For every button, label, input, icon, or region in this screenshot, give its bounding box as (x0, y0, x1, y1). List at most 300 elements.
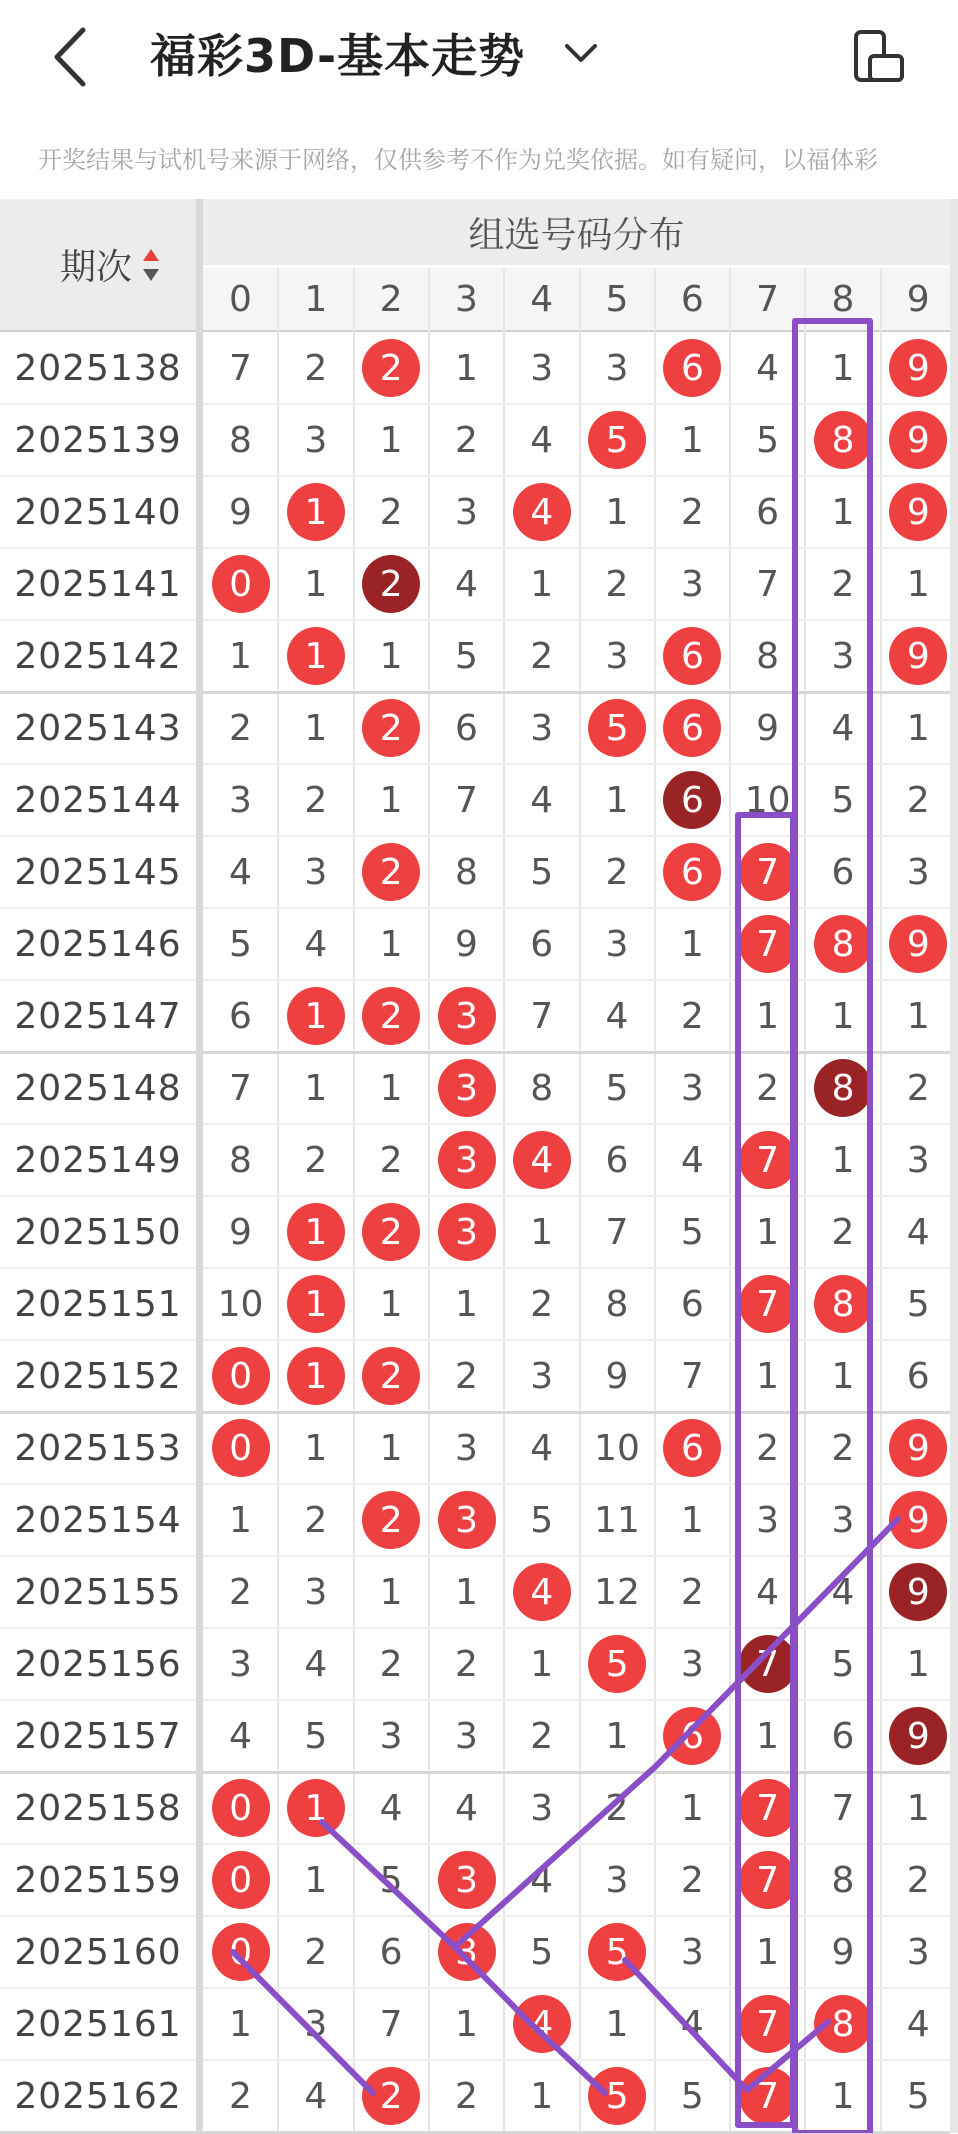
omission-count: 1 (831, 2075, 855, 2117)
omission-count: 2 (304, 1499, 328, 1541)
omission-count: 1 (229, 2003, 252, 2045)
omission-count: 2 (454, 1355, 478, 1397)
drawn-number-ball: 8 (814, 1275, 872, 1333)
drawn-number-ball: 5 (588, 1923, 646, 1981)
omission-count: 1 (831, 491, 855, 533)
omission-count: 2 (756, 1427, 780, 1469)
omission-count: 2 (454, 419, 478, 461)
omission-count: 8 (831, 1859, 855, 1901)
omission-count: 7 (831, 1787, 855, 1829)
omission-count: 3 (530, 1355, 554, 1397)
omission-count: 2 (680, 1571, 704, 1613)
omission-count: 3 (680, 1067, 704, 1109)
omission-count: 7 (229, 347, 252, 389)
omission-count: 2 (530, 635, 554, 677)
omission-count: 1 (379, 635, 403, 677)
drawn-number-ball: 2 (362, 699, 420, 757)
omission-count: 9 (756, 707, 780, 749)
omission-count: 1 (530, 1211, 554, 1253)
omission-count: 6 (379, 1931, 403, 1973)
drawn-number-ball: 7 (739, 843, 797, 901)
drawn-number-ball: 3 (438, 1923, 496, 1981)
drawn-number-ball: 7 (739, 1995, 797, 2053)
omission-count: 8 (229, 1139, 252, 1181)
period-label: 2025160 (14, 1931, 182, 1973)
omission-count: 1 (756, 1211, 780, 1253)
screen-rotate-button[interactable] (848, 28, 908, 86)
omission-count: 1 (454, 1283, 478, 1325)
omission-count: 7 (756, 563, 780, 605)
omission-count: 12 (594, 1571, 640, 1613)
omission-count: 8 (229, 419, 252, 461)
omission-count: 3 (680, 563, 704, 605)
drawn-number-ball: 7 (739, 1275, 797, 1333)
omission-count: 6 (680, 1283, 704, 1325)
omission-count: 5 (831, 779, 855, 821)
omission-count: 2 (454, 2075, 478, 2117)
drawn-number-ball: 9 (889, 483, 947, 541)
drawn-number-ball: 6 (663, 1419, 721, 1477)
omission-count: 1 (906, 995, 930, 1037)
omission-count: 10 (217, 1283, 264, 1325)
omission-count: 3 (530, 347, 554, 389)
omission-count: 5 (379, 1859, 403, 1901)
drawn-number-ball: 6 (663, 1707, 721, 1765)
omission-count: 2 (229, 2075, 252, 2117)
omission-count: 1 (680, 1499, 704, 1541)
omission-count: 2 (680, 1859, 704, 1901)
omission-count: 1 (756, 1931, 780, 1973)
period-label: 2025162 (14, 2075, 182, 2117)
omission-count: 3 (756, 1499, 780, 1541)
disclaimer-notice: 开奖结果与试机号来源于网络，仅供参考不作为兑奖依据。如有疑问，以福体彩 (38, 146, 878, 174)
drawn-number-ball: 6 (663, 627, 721, 685)
digit-header-3: 3 (429, 268, 504, 330)
digit-header-8: 8 (805, 268, 880, 330)
omission-count: 4 (756, 347, 780, 389)
omission-count: 3 (605, 635, 629, 677)
omission-count: 3 (906, 1139, 930, 1181)
trend-table (0, 199, 958, 2133)
period-label: 2025161 (14, 2003, 182, 2045)
omission-count: 2 (304, 347, 328, 389)
omission-count: 3 (680, 1931, 704, 1973)
drawn-number-ball: 5 (588, 1635, 646, 1693)
omission-count: 1 (906, 1643, 930, 1685)
drawn-number-ball: 8 (814, 411, 872, 469)
omission-count: 7 (680, 1355, 704, 1397)
drawn-number-ball: 3 (438, 1059, 496, 1117)
omission-count: 6 (454, 707, 478, 749)
period-label: 2025141 (14, 563, 182, 605)
omission-count: 5 (831, 1643, 855, 1685)
omission-count: 1 (831, 1139, 855, 1181)
drawn-number-ball: 0 (212, 1347, 270, 1405)
omission-count: 3 (831, 635, 855, 677)
period-label: 2025142 (14, 635, 182, 677)
omission-count: 4 (229, 851, 252, 893)
omission-count: 1 (831, 347, 855, 389)
omission-count: 3 (906, 851, 930, 893)
period-label: 2025154 (14, 1499, 182, 1541)
omission-count: 3 (605, 347, 629, 389)
drawn-number-ball: 4 (513, 1995, 571, 2053)
omission-count: 7 (229, 1067, 252, 1109)
omission-count: 5 (454, 635, 478, 677)
omission-count: 1 (906, 1787, 930, 1829)
omission-count: 3 (379, 1715, 403, 1757)
drawn-number-ball: 4 (513, 483, 571, 541)
omission-count: 7 (454, 779, 478, 821)
omission-count: 1 (605, 2003, 629, 2045)
omission-count: 4 (906, 1211, 930, 1253)
omission-count: 2 (379, 491, 403, 533)
omission-count: 8 (605, 1283, 629, 1325)
omission-count: 3 (454, 1427, 478, 1469)
title-dropdown[interactable] (150, 18, 599, 88)
omission-count: 1 (454, 1571, 478, 1613)
drawn-number-ball: 1 (287, 1347, 345, 1405)
omission-count: 1 (379, 1571, 403, 1613)
drawn-number-ball: 0 (212, 555, 270, 613)
omission-count: 5 (530, 1499, 554, 1541)
drawn-number-ball: 2 (362, 987, 420, 1045)
omission-count: 2 (229, 707, 252, 749)
omission-count: 1 (680, 923, 704, 965)
omission-count: 1 (756, 1355, 780, 1397)
omission-count: 4 (454, 1787, 478, 1829)
period-column-border (196, 199, 203, 2133)
period-label: 2025149 (14, 1139, 182, 1181)
omission-count: 1 (756, 995, 780, 1037)
omission-count: 1 (379, 1067, 403, 1109)
drawn-number-ball: 7 (739, 2067, 797, 2125)
top-bar (0, 0, 958, 115)
omission-count: 1 (530, 563, 554, 605)
omission-count: 3 (304, 851, 328, 893)
omission-count: 1 (379, 1427, 403, 1469)
omission-count: 8 (756, 635, 780, 677)
omission-count: 9 (831, 1931, 855, 1973)
omission-count: 4 (680, 1139, 704, 1181)
drawn-number-ball: 3 (438, 1491, 496, 1549)
drawn-number-ball: 3 (438, 987, 496, 1045)
digit-header-1: 1 (278, 268, 353, 330)
omission-count: 2 (680, 491, 704, 533)
chevron-left-icon (45, 22, 105, 92)
omission-count: 8 (530, 1067, 554, 1109)
period-label: 2025152 (14, 1355, 182, 1397)
omission-count: 1 (454, 2003, 478, 2045)
omission-count: 1 (229, 1499, 252, 1541)
screen-rotate-icon (848, 28, 908, 86)
omission-count: 1 (304, 563, 328, 605)
drawn-number-ball: 0 (212, 1851, 270, 1909)
period-label: 2025157 (14, 1715, 182, 1757)
omission-count: 3 (454, 491, 478, 533)
drawn-number-ball: 0 (212, 1779, 270, 1837)
drawn-number-ball: 7 (739, 1779, 797, 1837)
omission-count: 3 (229, 1643, 252, 1685)
omission-count: 6 (756, 491, 780, 533)
omission-count: 1 (530, 2075, 554, 2117)
back-button[interactable] (45, 22, 105, 92)
period-label: 2025139 (14, 419, 182, 461)
drawn-number-ball: 4 (513, 1563, 571, 1621)
omission-count: 1 (680, 1787, 704, 1829)
repeat-number-ball: 9 (889, 1707, 947, 1765)
omission-count: 6 (831, 1715, 855, 1757)
omission-count: 2 (530, 1283, 554, 1325)
omission-count: 1 (605, 779, 629, 821)
digit-header-7: 7 (730, 268, 805, 330)
drawn-number-ball: 3 (438, 1851, 496, 1909)
omission-count: 2 (304, 1931, 328, 1973)
omission-count: 4 (304, 2075, 328, 2117)
digit-header-5: 5 (580, 268, 655, 330)
drawn-number-ball: 9 (889, 627, 947, 685)
omission-count: 2 (304, 779, 328, 821)
digit-header-4: 4 (504, 268, 579, 330)
omission-count: 1 (379, 779, 403, 821)
period-label: 2025143 (14, 707, 182, 749)
omission-count: 6 (605, 1139, 629, 1181)
drawn-number-ball: 7 (739, 1131, 797, 1189)
omission-count: 1 (680, 419, 704, 461)
period-label: 2025140 (14, 491, 182, 533)
drawn-number-ball: 9 (889, 1419, 947, 1477)
drawn-number-ball: 3 (438, 1203, 496, 1261)
omission-count: 2 (304, 1139, 328, 1181)
digit-header-0: 0 (203, 268, 278, 330)
repeat-number-ball: 6 (663, 771, 721, 829)
period-label: 2025138 (14, 347, 182, 389)
omission-count: 7 (530, 995, 554, 1037)
omission-count: 7 (605, 1211, 629, 1253)
omission-count: 4 (530, 419, 554, 461)
drawn-number-ball: 2 (362, 1203, 420, 1261)
omission-count: 2 (756, 1067, 780, 1109)
repeat-number-ball: 7 (739, 1635, 797, 1693)
omission-count: 5 (756, 419, 780, 461)
repeat-number-ball: 8 (814, 1059, 872, 1117)
drawn-number-ball: 7 (739, 1851, 797, 1909)
repeat-number-ball: 2 (362, 555, 420, 613)
omission-count: 1 (906, 707, 930, 749)
omission-count: 9 (229, 1211, 252, 1253)
omission-count: 2 (379, 1643, 403, 1685)
period-header[interactable] (0, 199, 196, 330)
omission-count: 1 (304, 1427, 328, 1469)
omission-count: 11 (594, 1499, 640, 1541)
omission-count: 4 (605, 995, 629, 1037)
drawn-number-ball: 9 (889, 411, 947, 469)
table-right-edge (950, 199, 958, 2133)
omission-count: 4 (304, 1643, 328, 1685)
omission-count: 1 (304, 707, 328, 749)
drawn-number-ball: 8 (814, 915, 872, 973)
omission-count: 6 (831, 851, 855, 893)
drawn-number-ball: 5 (588, 2067, 646, 2125)
omission-count: 10 (744, 779, 791, 821)
omission-count: 3 (831, 1499, 855, 1541)
omission-count: 3 (605, 1859, 629, 1901)
omission-count: 1 (605, 1715, 629, 1757)
period-label: 2025155 (14, 1571, 182, 1613)
omission-count: 2 (906, 779, 930, 821)
omission-count: 5 (304, 1715, 328, 1757)
drawn-number-ball: 2 (362, 843, 420, 901)
drawn-number-ball: 6 (663, 843, 721, 901)
period-label: 2025147 (14, 995, 182, 1037)
omission-count: 4 (831, 1571, 855, 1613)
omission-count: 6 (229, 995, 252, 1037)
omission-count: 2 (831, 563, 855, 605)
period-label: 2025146 (14, 923, 182, 965)
omission-count: 2 (605, 1787, 629, 1829)
drawn-number-ball: 2 (362, 1491, 420, 1549)
omission-count: 4 (454, 563, 478, 605)
drawn-number-ball: 9 (889, 1491, 947, 1549)
omission-count: 3 (229, 779, 252, 821)
omission-count: 2 (680, 995, 704, 1037)
omission-count: 3 (530, 1787, 554, 1829)
omission-count: 3 (605, 923, 629, 965)
page-title: 福彩3D-基本走势 (150, 29, 526, 83)
omission-count: 1 (454, 347, 478, 389)
omission-count: 3 (304, 419, 328, 461)
omission-count: 1 (756, 1715, 780, 1757)
omission-count: 3 (906, 1931, 930, 1973)
omission-count: 1 (831, 1355, 855, 1397)
drawn-number-ball: 1 (287, 627, 345, 685)
period-label: 2025144 (14, 779, 182, 821)
omission-count: 6 (530, 923, 554, 965)
drawn-number-ball: 2 (362, 339, 420, 397)
omission-count: 6 (906, 1355, 930, 1397)
drawn-number-ball: 1 (287, 1275, 345, 1333)
drawn-number-ball: 6 (663, 699, 721, 757)
drawn-number-ball: 1 (287, 1203, 345, 1261)
omission-count: 5 (605, 1067, 629, 1109)
drawn-number-ball: 9 (889, 915, 947, 973)
omission-count: 1 (831, 995, 855, 1037)
omission-count: 3 (304, 1571, 328, 1613)
omission-count: 4 (304, 923, 328, 965)
omission-count: 3 (304, 2003, 328, 2045)
omission-count: 2 (906, 1067, 930, 1109)
omission-count: 1 (379, 419, 403, 461)
period-label: 2025159 (14, 1859, 182, 1901)
drawn-number-ball: 0 (212, 1923, 270, 1981)
omission-count: 5 (530, 851, 554, 893)
omission-count: 4 (229, 1715, 252, 1757)
drawn-number-ball: 1 (287, 483, 345, 541)
omission-count: 9 (605, 1355, 629, 1397)
digit-header-9: 9 (881, 268, 956, 330)
period-label: 2025158 (14, 1787, 182, 1829)
omission-count: 1 (379, 923, 403, 965)
omission-count: 5 (530, 1931, 554, 1973)
omission-count: 1 (379, 1283, 403, 1325)
omission-count: 10 (594, 1427, 640, 1469)
repeat-number-ball: 9 (889, 1563, 947, 1621)
omission-count: 5 (906, 1283, 930, 1325)
drawn-number-ball: 5 (588, 411, 646, 469)
drawn-number-ball: 1 (287, 1779, 345, 1837)
drawn-number-ball: 2 (362, 2067, 420, 2125)
drawn-number-ball: 3 (438, 1131, 496, 1189)
period-label: 2025153 (14, 1427, 182, 1469)
period-label: 2025151 (14, 1283, 182, 1325)
drawn-number-ball: 9 (889, 339, 947, 397)
omission-count: 1 (304, 1859, 328, 1901)
omission-count: 5 (680, 1211, 704, 1253)
period-label: 2025148 (14, 1067, 182, 1109)
drawn-number-ball: 4 (513, 1131, 571, 1189)
omission-count: 4 (530, 1427, 554, 1469)
period-label: 2025145 (14, 851, 182, 893)
sort-icon (140, 243, 162, 287)
omission-count: 4 (756, 1571, 780, 1613)
omission-count: 2 (605, 851, 629, 893)
drawn-number-ball: 2 (362, 1347, 420, 1405)
omission-count: 1 (605, 491, 629, 533)
omission-count: 4 (530, 1859, 554, 1901)
omission-count: 2 (379, 1139, 403, 1181)
omission-count: 4 (831, 707, 855, 749)
omission-count: 4 (379, 1787, 403, 1829)
drawn-number-ball: 8 (814, 1995, 872, 2053)
omission-count: 2 (530, 1715, 554, 1757)
omission-count: 1 (906, 563, 930, 605)
omission-count: 2 (831, 1427, 855, 1469)
period-label: 2025150 (14, 1211, 182, 1253)
omission-count: 2 (906, 1859, 930, 1901)
omission-count: 1 (530, 1643, 554, 1685)
omission-count: 2 (229, 1571, 252, 1613)
drawn-number-ball: 7 (739, 915, 797, 973)
period-label: 2025156 (14, 1643, 182, 1685)
omission-count: 3 (680, 1643, 704, 1685)
omission-count: 5 (229, 923, 252, 965)
omission-count: 3 (454, 1715, 478, 1757)
omission-count: 4 (680, 2003, 704, 2045)
period-header-label: 期次 (60, 247, 133, 288)
omission-count: 8 (454, 851, 478, 893)
omission-count: 1 (304, 1067, 328, 1109)
chevron-down-icon (563, 38, 599, 68)
omission-count: 5 (680, 2075, 704, 2117)
omission-count: 9 (454, 923, 478, 965)
digit-header-6: 6 (655, 268, 730, 330)
omission-count: 5 (906, 2075, 930, 2117)
omission-count: 2 (605, 563, 629, 605)
drawn-number-ball: 0 (212, 1419, 270, 1477)
omission-count: 2 (831, 1211, 855, 1253)
omission-count: 4 (530, 779, 554, 821)
drawn-number-ball: 5 (588, 699, 646, 757)
omission-count: 2 (454, 1643, 478, 1685)
omission-count: 1 (229, 635, 252, 677)
omission-count: 4 (906, 2003, 930, 2045)
omission-count: 7 (379, 2003, 403, 2045)
drawn-number-ball: 1 (287, 987, 345, 1045)
omission-count: 9 (229, 491, 252, 533)
omission-count: 3 (530, 707, 554, 749)
group-distribution-header: 组选号码分布 (203, 199, 950, 265)
drawn-number-ball: 6 (663, 339, 721, 397)
